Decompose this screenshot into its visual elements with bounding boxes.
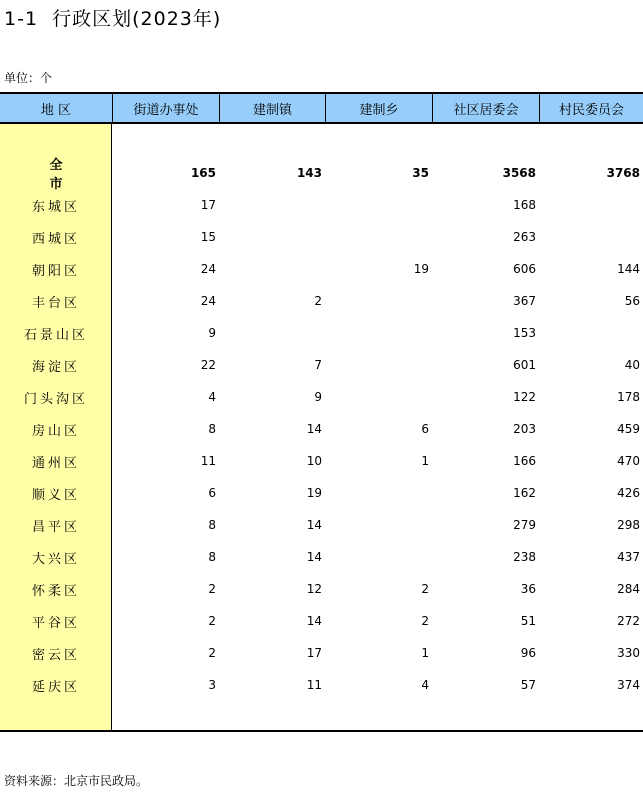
table-row (0, 413, 643, 445)
table-row (0, 349, 643, 381)
table-row-total (0, 157, 643, 192)
table-body (0, 124, 643, 732)
row-name: 丰台区 (31, 295, 80, 311)
cell-town: 11 (306, 678, 322, 692)
cell-subdistrict: 8 (208, 422, 216, 436)
row-name: 朝阳区 (31, 263, 80, 279)
cell-village-committee: 374 (617, 678, 640, 692)
cell-township: 35 (412, 166, 429, 180)
row-name: 门头沟区 (23, 391, 88, 407)
cell-community-committee: 36 (520, 582, 536, 596)
table-row (0, 509, 643, 541)
cell-village-committee: 437 (617, 550, 640, 564)
cell-subdistrict: 22 (200, 358, 216, 372)
row-name: 东城区 (31, 199, 80, 215)
header-subdistrict: 街道办事处 (112, 94, 219, 122)
cell-subdistrict: 11 (200, 454, 216, 468)
cell-township: 2 (421, 614, 429, 628)
cell-subdistrict: 2 (208, 646, 216, 660)
cell-subdistrict: 9 (208, 326, 216, 340)
row-name: 平谷区 (31, 615, 80, 631)
cell-community-committee: 203 (513, 422, 536, 436)
division-table (0, 92, 643, 732)
header-community-committee: 社区居委会 (432, 94, 539, 122)
cell-village-committee: 298 (617, 518, 640, 532)
cell-village-committee: 426 (617, 486, 640, 500)
cell-town: 17 (306, 646, 322, 660)
cell-community-committee: 162 (513, 486, 536, 500)
cell-township: 1 (421, 454, 429, 468)
cell-village-committee: 3768 (606, 166, 640, 180)
cell-subdistrict: 24 (200, 262, 216, 276)
table-row (0, 221, 643, 253)
cell-community-committee: 367 (513, 294, 536, 308)
table-row (0, 605, 643, 637)
table-row (0, 317, 643, 349)
table-row (0, 637, 643, 669)
cell-town: 9 (314, 390, 322, 404)
cell-village-committee: 272 (617, 614, 640, 628)
row-name: 顺义区 (31, 487, 80, 503)
table-row (0, 189, 643, 221)
cell-village-committee: 284 (617, 582, 640, 596)
cell-township: 1 (421, 646, 429, 660)
cell-town: 19 (306, 486, 322, 500)
cell-subdistrict: 8 (208, 518, 216, 532)
cell-community-committee: 279 (513, 518, 536, 532)
cell-village-committee: 178 (617, 390, 640, 404)
table-row (0, 381, 643, 413)
row-name: 密云区 (31, 647, 80, 663)
cell-town: 2 (314, 294, 322, 308)
cell-community-committee: 3568 (502, 166, 536, 180)
cell-subdistrict: 17 (200, 198, 216, 212)
row-name: 全 市 (49, 158, 85, 192)
cell-town: 14 (306, 422, 322, 436)
row-name: 通州区 (31, 455, 80, 471)
row-name: 海淀区 (31, 359, 80, 375)
cell-subdistrict: 165 (190, 166, 216, 180)
cell-township: 19 (413, 262, 429, 276)
cell-township: 4 (421, 678, 429, 692)
cell-town: 14 (306, 614, 322, 628)
row-name: 房山区 (31, 423, 80, 439)
page-title: 1-1 行政区划(2023年) (4, 8, 222, 30)
cell-town: 143 (296, 166, 322, 180)
cell-community-committee: 238 (513, 550, 536, 564)
cell-village-committee: 330 (617, 646, 640, 660)
row-name: 石景山区 (23, 327, 88, 343)
cell-subdistrict: 2 (208, 582, 216, 596)
cell-township: 2 (421, 582, 429, 596)
header-village-committee: 村民委员会 (539, 94, 643, 122)
header-region: 地 区 (40, 102, 72, 118)
cell-town: 12 (306, 582, 322, 596)
cell-community-committee: 263 (513, 230, 536, 244)
cell-community-committee: 166 (513, 454, 536, 468)
table-row (0, 477, 643, 509)
table-row (0, 285, 643, 317)
cell-subdistrict: 2 (208, 614, 216, 628)
header-town: 建制镇 (219, 94, 325, 122)
cell-community-committee: 51 (520, 614, 536, 628)
cell-subdistrict: 4 (208, 390, 216, 404)
row-name: 大兴区 (31, 551, 80, 567)
cell-town: 14 (306, 518, 322, 532)
cell-township: 6 (421, 422, 429, 436)
cell-subdistrict: 15 (200, 230, 216, 244)
cell-community-committee: 122 (513, 390, 536, 404)
cell-subdistrict: 3 (208, 678, 216, 692)
cell-community-committee: 601 (513, 358, 536, 372)
cell-community-committee: 168 (513, 198, 536, 212)
cell-village-committee: 40 (624, 358, 640, 372)
header-township: 建制乡 (325, 94, 432, 122)
unit-label: 单位：个 (4, 71, 53, 85)
cell-community-committee: 57 (520, 678, 536, 692)
cell-village-committee: 459 (617, 422, 640, 436)
table-row (0, 253, 643, 285)
table-row (0, 541, 643, 573)
cell-town: 14 (306, 550, 322, 564)
row-name: 怀柔区 (31, 583, 80, 599)
cell-town: 10 (306, 454, 322, 468)
cell-subdistrict: 6 (208, 486, 216, 500)
row-name: 昌平区 (31, 519, 80, 535)
cell-village-committee: 56 (624, 294, 640, 308)
row-name: 延庆区 (31, 679, 80, 695)
table-row (0, 573, 643, 605)
cell-community-committee: 96 (520, 646, 536, 660)
table-header (0, 92, 643, 124)
cell-village-committee: 470 (617, 454, 640, 468)
cell-subdistrict: 24 (200, 294, 216, 308)
table-row (0, 445, 643, 477)
row-name: 西城区 (31, 231, 80, 247)
cell-subdistrict: 8 (208, 550, 216, 564)
cell-town: 7 (314, 358, 322, 372)
source-note: 资料来源：北京市民政局。 (4, 774, 149, 788)
cell-community-committee: 606 (513, 262, 536, 276)
cell-village-committee: 144 (617, 262, 640, 276)
table-row (0, 669, 643, 701)
cell-community-committee: 153 (513, 326, 536, 340)
